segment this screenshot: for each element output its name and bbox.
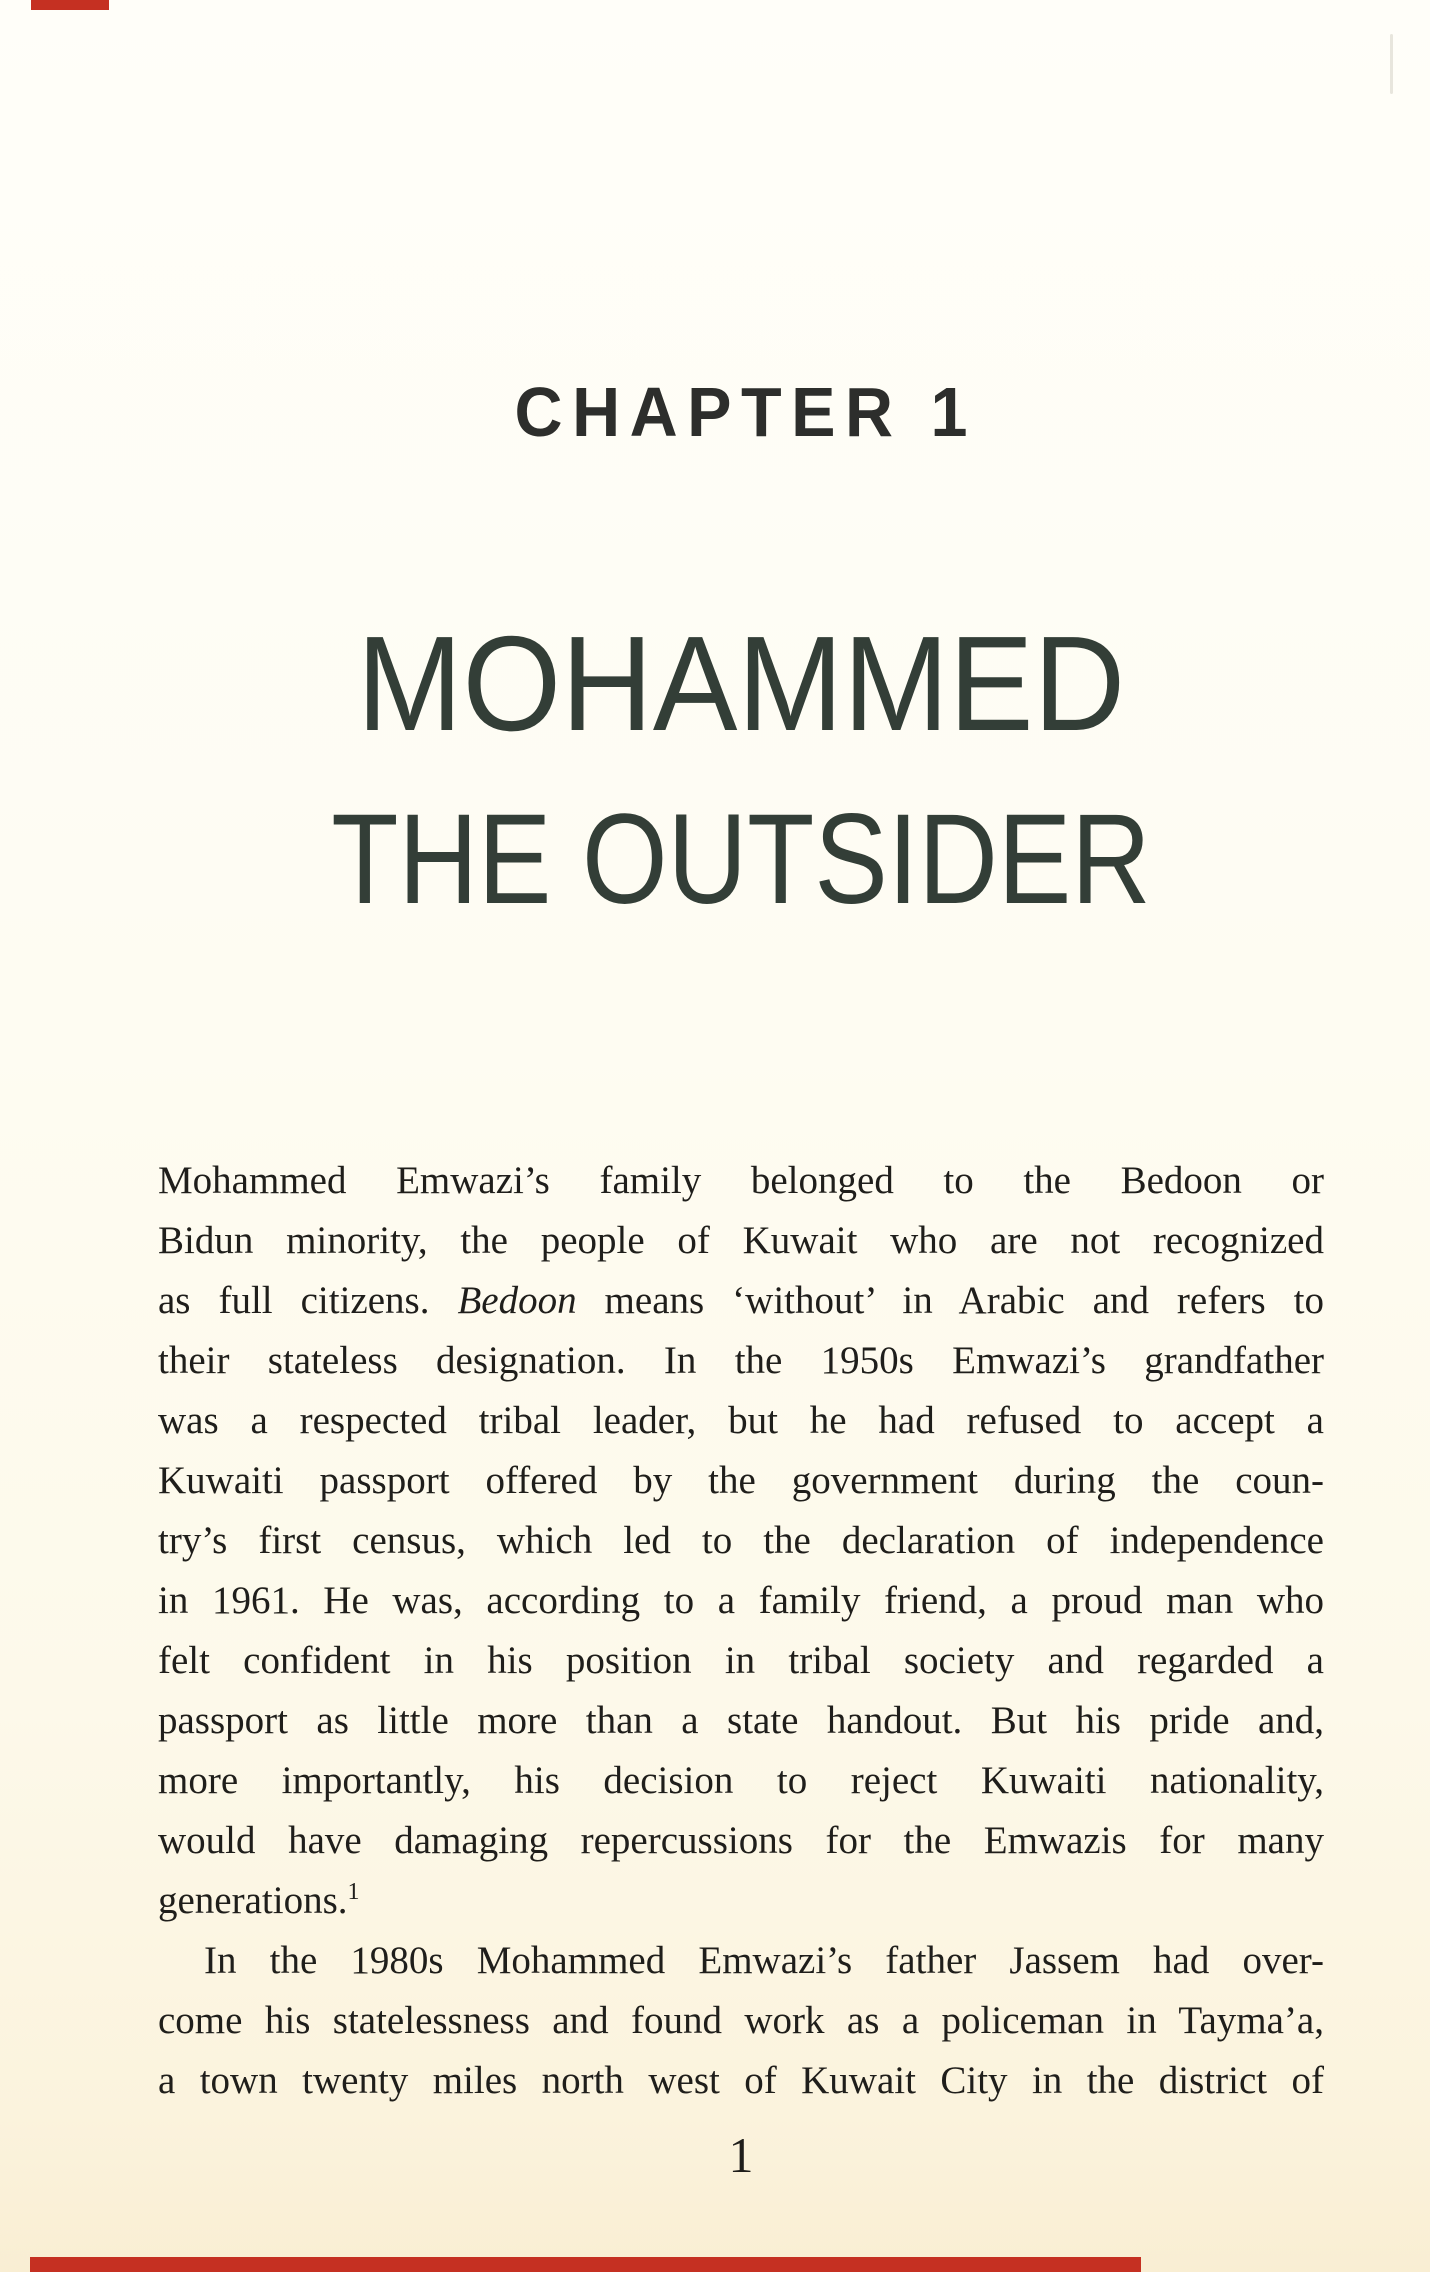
italic-word: Bedoon bbox=[457, 1279, 577, 1322]
body-line-3-post: means ‘without’ in Arabic and refers to bbox=[576, 1279, 1324, 1322]
red-edge-top-mark bbox=[31, 0, 109, 10]
body-text bbox=[158, 1151, 1324, 2111]
body-line-13 bbox=[158, 1871, 1324, 1931]
red-edge-bottom-strip bbox=[30, 2257, 1141, 2272]
body-line-8: in 1961. He was, according to a family friend, a proud man who bbox=[158, 1579, 1324, 1622]
body-line-11: more importantly, his decision to reject Kuwaiti nationality, bbox=[158, 1759, 1324, 1802]
body-line-14: In the 1980s Mohammed Emwazi’s father Jassem had over- bbox=[204, 1939, 1324, 1982]
body-line-9: felt confident in his position in tribal society and regarded a bbox=[158, 1639, 1324, 1682]
body-line-13-text: generations. bbox=[158, 1879, 348, 1922]
body-line-2: Bidun minority, the people of Kuwait who are not recognized bbox=[158, 1219, 1324, 1262]
body-line-5: was a respected tribal leader, but he had refused to accept a bbox=[158, 1399, 1324, 1442]
body-line-16: a town twenty miles north west of Kuwait City in the district of bbox=[158, 2059, 1324, 2102]
body-line-10: passport as little more than a state handout. But his pride and, bbox=[158, 1699, 1324, 1742]
body-line-7: try’s first census, which led to the declaration of independence bbox=[158, 1519, 1324, 1562]
footnote-ref: 1 bbox=[347, 1879, 360, 1905]
body-line-3 bbox=[158, 1271, 1324, 1331]
body-line-1: Mohammed Emwazi’s family belonged to the Bedoon or bbox=[158, 1159, 1324, 1202]
body-line-15: come his statelessness and found work as a policeman in Tayma’a, bbox=[158, 1999, 1324, 2042]
body-line-4: their stateless designation. In the 1950s Emwazi’s grandfather bbox=[158, 1339, 1324, 1382]
book-title-line2: THE OUTSIDER bbox=[331, 788, 1151, 931]
chapter-heading: CHAPTER 1 bbox=[514, 373, 977, 451]
scan-artifact-line bbox=[1390, 34, 1393, 94]
page-number: 1 bbox=[728, 2127, 754, 2183]
body-line-3-pre: as full citizens. bbox=[158, 1279, 458, 1322]
body-line-12: would have damaging repercussions for the Emwazis for many bbox=[158, 1819, 1324, 1862]
body-line-6: Kuwaiti passport offered by the government during the coun- bbox=[158, 1459, 1324, 1502]
book-title-line1: MOHAMMED bbox=[356, 608, 1126, 759]
